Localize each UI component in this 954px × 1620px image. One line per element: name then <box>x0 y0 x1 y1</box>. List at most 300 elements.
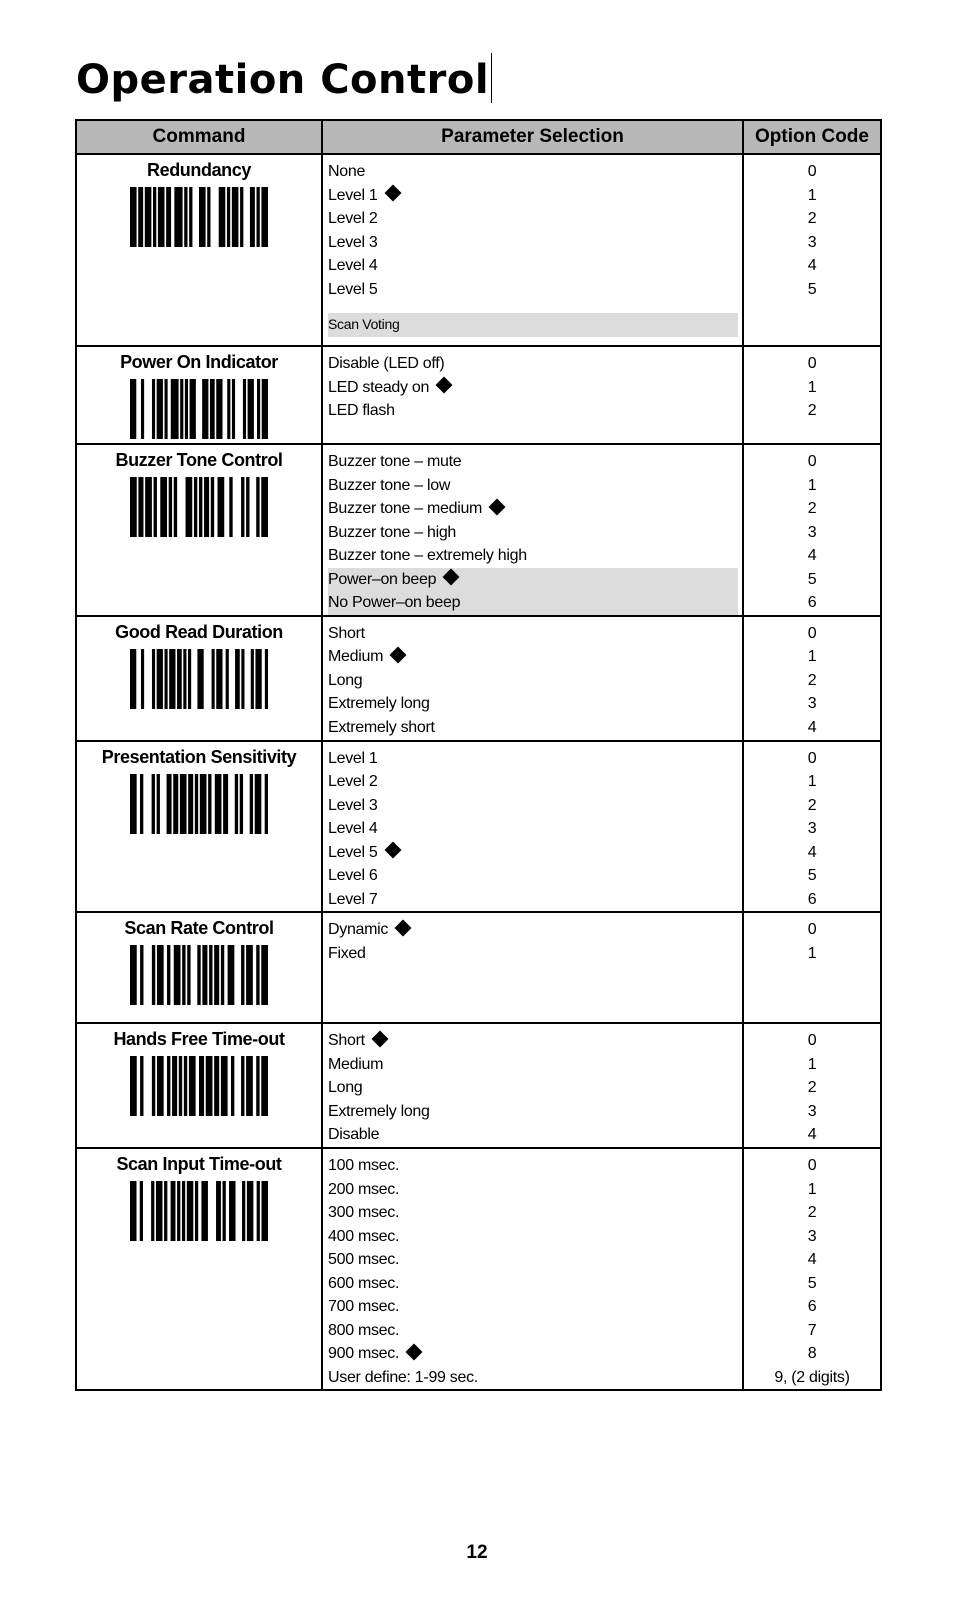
command-cell <box>76 616 322 741</box>
barcode-bar <box>188 649 191 709</box>
parameter-option <box>328 184 738 208</box>
barcode-bar <box>240 187 243 247</box>
barcode-bar <box>165 649 168 709</box>
parameter-option <box>328 521 738 545</box>
option-code: 0 <box>807 624 817 642</box>
barcode-bar <box>157 945 164 1005</box>
parameter-label: 100 msec. <box>328 1157 400 1174</box>
option-code: 2 <box>807 796 817 814</box>
barcode-bar <box>130 945 137 1005</box>
barcode-bar <box>241 649 244 709</box>
barcode-bar <box>174 477 177 537</box>
parameter-option <box>328 544 738 568</box>
barcode-bar <box>186 477 193 537</box>
barcode-bar <box>223 1181 226 1241</box>
table-row <box>76 444 881 616</box>
barcode-bar <box>247 1181 253 1241</box>
hands-free-time-out-barcode <box>130 1056 268 1116</box>
parameter-option <box>328 313 738 337</box>
page-title-text: Operation Control <box>76 57 490 103</box>
barcode-bar <box>138 477 143 537</box>
parameter-option <box>328 1178 738 1202</box>
barcode-bar <box>141 649 144 709</box>
barcode-bar <box>199 1056 204 1116</box>
table-row <box>76 346 881 444</box>
barcode-bar <box>257 379 260 439</box>
barcode-bar <box>171 1181 176 1241</box>
parameter-option <box>328 942 738 966</box>
barcode-bar <box>187 945 190 1005</box>
option-code: 0 <box>807 749 817 767</box>
command-cell <box>76 741 322 913</box>
parameter-option <box>328 1053 738 1077</box>
barcode-bar <box>214 945 219 1005</box>
command-name: Redundancy <box>146 160 252 180</box>
barcode-bar <box>167 774 172 834</box>
page-number: 12 <box>466 1542 488 1563</box>
barcode-bar <box>227 187 230 247</box>
option-code: 3 <box>807 820 817 837</box>
text-cursor <box>491 53 492 103</box>
barcode-bar <box>177 1181 180 1241</box>
barcode-bar <box>152 1056 155 1116</box>
option-code: 6 <box>807 890 817 908</box>
command-name: Power On Indicator <box>120 352 278 372</box>
parameter-option <box>328 1154 738 1178</box>
parameter-label: Short <box>328 1032 365 1049</box>
parameter-cell <box>322 741 743 913</box>
barcode-bar <box>246 477 249 537</box>
command-name: Presentation Sensitivity <box>101 746 297 767</box>
parameter-label: LED steady on <box>328 378 430 396</box>
barcode-bar <box>215 774 222 834</box>
barcode-bar <box>235 774 238 834</box>
parameter-option <box>328 716 738 740</box>
parameter-label: Dynamic <box>328 921 389 938</box>
parameter-option <box>328 864 738 888</box>
option-code: 0 <box>807 453 817 470</box>
parameter-label: Level 1 <box>328 749 378 767</box>
spacer <box>328 301 738 313</box>
parameter-option <box>328 1342 738 1366</box>
barcode-bar <box>169 477 172 537</box>
parameter-option <box>328 352 738 376</box>
parameter-option <box>328 669 738 693</box>
table-row <box>76 1023 881 1148</box>
option-code-cell <box>743 741 881 913</box>
barcode-bar <box>251 649 254 709</box>
parameter-label: Level 5 <box>328 280 378 298</box>
parameter-option <box>328 1100 738 1124</box>
barcode-bar <box>209 945 212 1005</box>
default-diamond-icon <box>436 377 453 394</box>
barcode-bar <box>257 1181 260 1241</box>
redundancy-barcode <box>130 187 268 247</box>
option-code: 0 <box>807 355 817 372</box>
parameter-label: Level 2 <box>328 210 378 227</box>
barcode-bar <box>232 379 235 439</box>
option-code: 2 <box>807 1079 817 1096</box>
option-code: 2 <box>807 500 817 517</box>
parameter-option <box>328 1201 738 1225</box>
parameter-label: Level 7 <box>328 890 378 908</box>
barcode-bar <box>221 945 224 1005</box>
scan-input-time-out-barcode <box>130 1181 268 1241</box>
parameter-label: 500 msec. <box>328 1251 400 1268</box>
barcode-bar <box>195 774 198 834</box>
barcode-bar <box>182 1181 185 1241</box>
command-name: Buzzer Tone Control <box>115 450 283 470</box>
barcode-bar <box>216 1181 221 1241</box>
option-code: 0 <box>807 1157 817 1174</box>
barcode-bar <box>241 1056 244 1116</box>
parameter-label: None <box>328 163 366 180</box>
parameter-option <box>328 1366 738 1390</box>
default-diamond-icon <box>390 646 407 663</box>
barcode-bar <box>156 1181 162 1241</box>
barcode-bar <box>261 477 268 537</box>
barcode-bar <box>256 945 259 1005</box>
option-code: 1 <box>807 378 817 396</box>
barcode-bar <box>184 187 187 247</box>
parameter-label: 700 msec. <box>328 1298 400 1315</box>
option-code: 1 <box>807 1180 817 1198</box>
parameter-label: Buzzer tone – low <box>328 476 451 494</box>
parameter-label: User define: 1-99 sec. <box>328 1368 478 1386</box>
option-code-cell <box>743 1023 881 1148</box>
option-code: 9, (2 digits) <box>774 1368 850 1386</box>
option-code: 3 <box>807 523 817 541</box>
option-code-cell <box>743 346 881 444</box>
barcode-bar <box>223 774 228 834</box>
page-title <box>76 52 492 108</box>
barcode-bar <box>188 774 193 834</box>
barcode-bar <box>140 1181 143 1241</box>
barcode-bar <box>152 379 155 439</box>
parameter-option <box>328 497 738 521</box>
barcode-bar <box>164 1181 167 1241</box>
option-code: 3 <box>807 1102 817 1120</box>
parameter-option <box>328 1272 738 1296</box>
barcode-bar <box>197 945 200 1005</box>
barcode-bar <box>171 379 179 439</box>
barcode-bar <box>130 649 136 709</box>
parameter-option <box>328 692 738 716</box>
barcode-bar <box>187 1181 193 1241</box>
option-code: 3 <box>807 233 817 251</box>
parameter-label: Level 2 <box>328 773 378 790</box>
barcode-bar <box>255 774 262 834</box>
option-code: 4 <box>807 843 817 861</box>
parameter-option <box>328 278 738 302</box>
barcode-bar <box>242 1181 245 1241</box>
barcode-bar <box>174 187 182 247</box>
barcode-bar <box>172 1056 177 1116</box>
option-code-cell <box>743 444 881 616</box>
default-diamond-icon <box>395 919 412 936</box>
parameter-label: 300 msec. <box>328 1204 400 1221</box>
option-code: 5 <box>807 280 817 298</box>
parameter-label: Medium <box>328 648 384 665</box>
option-code: 4 <box>807 1251 817 1268</box>
barcode-bar <box>145 477 152 537</box>
barcode-bar <box>157 1056 164 1116</box>
barcode-bar <box>184 1056 187 1116</box>
barcode-bar <box>130 477 137 537</box>
parameter-option <box>328 231 738 255</box>
option-code: 1 <box>807 944 817 962</box>
parameter-label: 800 msec. <box>328 1321 400 1339</box>
option-code: 6 <box>807 594 817 611</box>
option-code: 5 <box>807 867 817 884</box>
barcode-bar <box>257 187 260 247</box>
barcode-bar <box>248 379 254 439</box>
barcode-bar <box>154 477 157 537</box>
parameter-label: Level 4 <box>328 257 378 274</box>
command-cell <box>76 1148 322 1390</box>
default-diamond-icon <box>406 1343 423 1360</box>
parameter-label: Long <box>328 1079 363 1096</box>
good-read-duration-barcode <box>130 649 268 709</box>
option-code: 3 <box>807 1227 817 1245</box>
parameter-option <box>328 888 738 912</box>
barcode-bar <box>199 477 202 537</box>
barcode-bar <box>151 1181 154 1241</box>
command-cell <box>76 346 322 444</box>
parameter-option <box>328 450 738 474</box>
barcode-bar <box>199 187 206 247</box>
parameter-option <box>328 645 738 669</box>
option-code: 1 <box>807 773 817 790</box>
header-parameter-selection: Parameter Selection <box>322 120 743 154</box>
table-row <box>76 912 881 1023</box>
barcode-bar <box>231 1056 234 1116</box>
parameter-label: Disable <box>328 1126 380 1143</box>
barcode-bar <box>182 945 185 1005</box>
parameter-option <box>328 1225 738 1249</box>
parameter-label: Level 3 <box>328 233 378 251</box>
parameter-label: 400 msec. <box>328 1227 400 1245</box>
barcode-bar <box>180 774 187 834</box>
parameter-label: Buzzer tone – mute <box>328 453 462 470</box>
parameter-label: Power–on beep <box>328 570 437 588</box>
barcode-bar <box>216 649 222 709</box>
barcode-bar <box>262 379 268 439</box>
parameter-option <box>328 622 738 646</box>
barcode-bar <box>208 774 211 834</box>
option-code: 0 <box>807 1032 817 1049</box>
parameter-option <box>328 474 738 498</box>
barcode-bar <box>200 774 207 834</box>
barcode-bar <box>210 379 215 439</box>
barcode-bar <box>130 1056 137 1116</box>
barcode-bar <box>145 187 152 247</box>
parameter-cell <box>322 346 743 444</box>
option-code: 4 <box>807 547 817 564</box>
default-diamond-icon <box>443 569 460 586</box>
power-on-indicator-barcode <box>130 379 268 439</box>
barcode-bar <box>256 1056 259 1116</box>
option-code: 1 <box>807 648 817 665</box>
barcode-bar <box>167 1056 170 1116</box>
barcode-bar <box>218 477 225 537</box>
barcode-bar <box>216 379 222 439</box>
parameter-label: LED flash <box>328 402 395 419</box>
option-code: 6 <box>807 1298 817 1315</box>
barcode-bar <box>157 379 163 439</box>
barcode-bar <box>250 774 253 834</box>
parameter-cell <box>322 1023 743 1148</box>
parameter-option <box>328 568 738 592</box>
barcode-bar <box>241 945 244 1005</box>
parameter-option <box>328 591 738 615</box>
barcode-bar <box>177 649 182 709</box>
option-code: 8 <box>807 1345 817 1362</box>
parameter-label: Buzzer tone – high <box>328 523 457 541</box>
barcode-bar <box>227 379 230 439</box>
option-code: 1 <box>807 476 817 494</box>
command-name: Scan Input Time-out <box>116 1154 282 1174</box>
option-code-cell <box>743 616 881 741</box>
command-cell <box>76 1023 322 1148</box>
barcode-bar <box>256 477 259 537</box>
barcode-bar <box>228 945 235 1005</box>
option-code-cell <box>743 154 881 346</box>
barcode-bar <box>158 187 165 247</box>
barcode-bar <box>167 945 170 1005</box>
barcode-bar <box>232 187 239 247</box>
barcode-bar <box>212 649 215 709</box>
barcode-bar <box>235 649 240 709</box>
parameter-label: Buzzer tone – medium <box>328 500 483 517</box>
parameter-option <box>328 841 738 865</box>
barcode-bar <box>152 649 155 709</box>
header-command: Command <box>76 120 322 154</box>
barcode-bar <box>140 774 143 834</box>
parameter-label: Extremely long <box>328 695 430 712</box>
parameter-option <box>328 207 738 231</box>
header-option-code: Option Code <box>743 120 881 154</box>
parameter-option <box>328 1319 738 1343</box>
parameter-label: Medium <box>328 1055 384 1073</box>
barcode-bar <box>152 945 155 1005</box>
barcode-bar <box>240 774 243 834</box>
barcode-bar <box>183 649 186 709</box>
option-code: 4 <box>807 718 817 736</box>
parameter-option <box>328 254 738 278</box>
barcode-bar <box>243 379 246 439</box>
parameter-option <box>328 747 738 771</box>
command-name: Good Read Duration <box>115 621 283 642</box>
parameter-label: 200 msec. <box>328 1180 400 1198</box>
parameter-label: Level 3 <box>328 796 378 814</box>
table-body <box>76 154 881 1390</box>
barcode-bar <box>219 187 226 247</box>
buzzer-tone-control-barcode <box>130 477 268 537</box>
parameter-label: Extremely short <box>328 718 435 736</box>
barcode-bar <box>262 1181 268 1241</box>
command-name: Hands Free Time-out <box>113 1029 285 1049</box>
barcode-bar <box>160 477 167 537</box>
barcode-bar <box>255 649 261 709</box>
parameter-label: Level 5 <box>328 843 378 861</box>
barcode-bar <box>165 379 168 439</box>
barcode-bar <box>140 945 143 1005</box>
barcode-bar <box>206 1056 213 1116</box>
barcode-bar <box>195 1181 198 1241</box>
barcode-bar <box>141 379 144 439</box>
parameter-label: No Power–on beep <box>328 594 461 611</box>
barcode-bar <box>201 1181 207 1241</box>
parameter-label: 900 msec. <box>328 1345 400 1362</box>
option-code: 5 <box>807 570 817 588</box>
barcode-bar <box>261 945 268 1005</box>
barcode-bar <box>157 774 160 834</box>
default-diamond-icon <box>384 185 401 202</box>
option-code: 0 <box>807 921 817 938</box>
table-row <box>76 154 881 346</box>
parameter-option <box>328 1076 738 1100</box>
scan-rate-control-barcode <box>130 945 268 1005</box>
option-code: 4 <box>807 1126 817 1143</box>
parameter-option <box>328 770 738 794</box>
barcode-bar <box>153 187 156 247</box>
barcode-bar <box>130 1181 136 1241</box>
option-code: 7 <box>807 1321 817 1339</box>
barcode-bar <box>261 187 268 247</box>
barcode-bar <box>157 649 163 709</box>
command-cell <box>76 912 322 1023</box>
barcode-bar <box>174 945 181 1005</box>
barcode-bar <box>194 477 197 537</box>
table-header-row <box>76 120 881 154</box>
barcode-bar <box>189 187 192 247</box>
parameter-label: Level 4 <box>328 820 378 837</box>
barcode-bar <box>202 945 207 1005</box>
barcode-bar <box>250 187 255 247</box>
barcode-bar <box>138 187 143 247</box>
barcode-bar <box>152 774 155 834</box>
default-diamond-icon <box>489 498 506 515</box>
barcode-bar <box>197 649 203 709</box>
barcode-bar <box>265 649 268 709</box>
parameter-cell <box>322 1148 743 1390</box>
parameter-cell <box>322 154 743 346</box>
barcode-bar <box>173 774 178 834</box>
option-code-cell <box>743 912 881 1023</box>
option-code: 0 <box>807 163 817 180</box>
barcode-bar <box>140 1056 143 1116</box>
barcode-bar <box>246 1056 253 1116</box>
barcode-bar <box>202 379 208 439</box>
option-code: 2 <box>807 402 817 419</box>
barcode-bar <box>226 649 229 709</box>
parameter-label: Short <box>328 624 365 642</box>
parameter-option <box>328 1248 738 1272</box>
parameter-label: Buzzer tone – extremely high <box>328 547 527 564</box>
parameter-label: Extremely long <box>328 1102 430 1120</box>
parameter-label: Level 1 <box>328 186 378 204</box>
parameter-cell <box>322 616 743 741</box>
default-diamond-icon <box>384 842 401 859</box>
barcode-bar <box>130 774 137 834</box>
option-code: 4 <box>807 257 817 274</box>
barcode-bar <box>130 379 136 439</box>
barcode-bar <box>261 1056 268 1116</box>
command-cell <box>76 444 322 616</box>
option-code: 3 <box>807 695 817 712</box>
barcode-bar <box>185 379 188 439</box>
